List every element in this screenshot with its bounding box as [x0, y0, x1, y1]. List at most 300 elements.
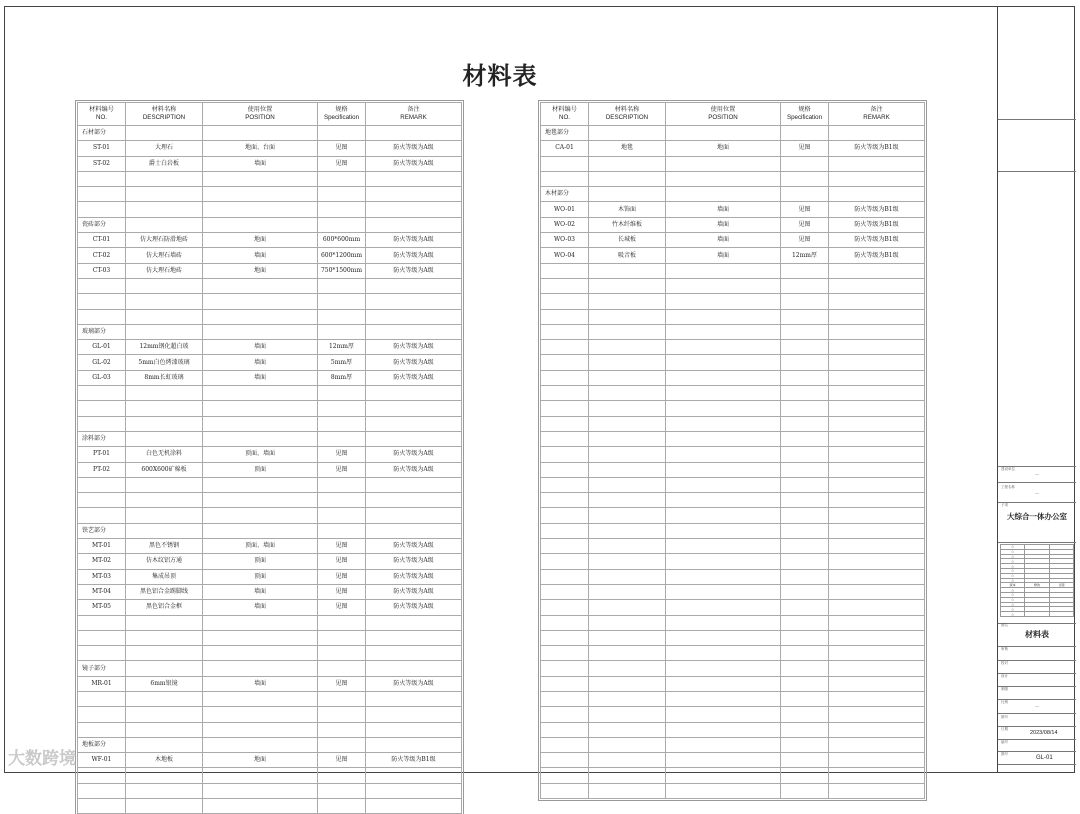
- table-cell: 防火等级为A级: [366, 462, 462, 477]
- table-cell: 地面: [203, 753, 318, 768]
- table-cell: [366, 523, 462, 538]
- table-cell: [126, 508, 203, 523]
- table-cell: [829, 431, 925, 446]
- table-cell: 见图: [318, 539, 366, 554]
- table-cell: [78, 630, 126, 645]
- table-cell: [666, 340, 781, 355]
- table-cell: [781, 447, 829, 462]
- table-cell: [781, 615, 829, 630]
- table-cell: 12mm钢化超白玻: [126, 340, 203, 355]
- column-header: [829, 103, 925, 126]
- table-cell: [666, 783, 781, 798]
- table-cell: [318, 217, 366, 232]
- table-cell: [78, 187, 126, 202]
- table-cell: [781, 370, 829, 385]
- revision-cell: 日期: [1049, 583, 1073, 588]
- table-cell: [829, 309, 925, 324]
- table-cell: [589, 600, 666, 615]
- revision-cell: △: [1001, 549, 1025, 554]
- drawing-date: 2023/08/14: [1030, 730, 1058, 736]
- table-cell: [203, 309, 318, 324]
- table-cell: [589, 294, 666, 309]
- table-cell: [126, 615, 203, 630]
- table-cell: [203, 523, 318, 538]
- column-header: [126, 103, 203, 126]
- field-label: 比例: [1001, 700, 1008, 704]
- table-cell: 防火等级为A级: [366, 263, 462, 278]
- table-cell: [781, 508, 829, 523]
- table-cell: 黑色不锈钢: [126, 539, 203, 554]
- table-cell: [126, 278, 203, 293]
- table-cell: [589, 370, 666, 385]
- column-header: [203, 103, 318, 126]
- table-cell: [366, 171, 462, 186]
- table-cell: [126, 630, 203, 645]
- table-row: [78, 584, 462, 599]
- table-cell: [318, 324, 366, 339]
- table-cell: [541, 523, 589, 538]
- table-cell: 防火等级为B1级: [829, 233, 925, 248]
- table-cell: [829, 416, 925, 431]
- table-cell: 12mm厚: [781, 248, 829, 263]
- table-cell: 防火等级为A级: [366, 340, 462, 355]
- table-cell: 防火等级为A级: [366, 539, 462, 554]
- table-cell: [366, 615, 462, 630]
- table-row: [78, 462, 462, 477]
- table-cell: [541, 309, 589, 324]
- blank-row: [541, 370, 925, 385]
- table-cell: [666, 171, 781, 186]
- section-label: 铁艺部分: [78, 523, 126, 538]
- table-cell: GL-03: [78, 370, 126, 385]
- table-cell: [318, 691, 366, 706]
- table-cell: [829, 447, 925, 462]
- table-cell: [126, 722, 203, 737]
- table-cell: 750*1500mm: [318, 263, 366, 278]
- table-cell: [318, 523, 366, 538]
- table-cell: [126, 707, 203, 722]
- table-cell: [666, 661, 781, 676]
- table-cell: [781, 340, 829, 355]
- table-cell: 防火等级为A级: [366, 156, 462, 171]
- table-cell: [829, 340, 925, 355]
- table-cell: [829, 722, 925, 737]
- table-cell: [829, 401, 925, 416]
- table-cell: WO-03: [541, 233, 589, 248]
- table-cell: 防火等级为A级: [366, 554, 462, 569]
- table-cell: 5mm厚: [318, 355, 366, 370]
- table-cell: [78, 309, 126, 324]
- table-cell: [781, 737, 829, 752]
- table-row: [78, 600, 462, 615]
- table-cell: 墙面: [203, 355, 318, 370]
- table-cell: 防火等级为B1级: [366, 753, 462, 768]
- table-cell: [318, 493, 366, 508]
- divider: [998, 482, 1076, 483]
- blank-row: [541, 569, 925, 584]
- table-cell: 地面: [666, 141, 781, 156]
- table-cell: [589, 462, 666, 477]
- column-header-en: REMARK: [863, 114, 890, 121]
- table-cell: [203, 691, 318, 706]
- table-cell: [541, 156, 589, 171]
- table-header-row: [541, 103, 925, 126]
- blank-row: [541, 707, 925, 722]
- table-cell: [829, 187, 925, 202]
- drawing-number: GL-01: [1036, 755, 1053, 761]
- table-cell: 墙面: [203, 156, 318, 171]
- table-cell: [589, 615, 666, 630]
- table-cell: 地面、台面: [203, 141, 318, 156]
- table-cell: [318, 294, 366, 309]
- blank-row: [541, 676, 925, 691]
- table-cell: 墙面: [203, 600, 318, 615]
- table-cell: [203, 508, 318, 523]
- table-cell: [203, 646, 318, 661]
- table-cell: [366, 278, 462, 293]
- table-cell: [126, 187, 203, 202]
- field-label: 建设单位: [1001, 467, 1015, 471]
- revision-cell: △: [1001, 612, 1025, 617]
- table-cell: [366, 737, 462, 752]
- section-row: [78, 217, 462, 232]
- blank-row: [78, 646, 462, 661]
- divider: [998, 646, 1076, 647]
- table-cell: [666, 386, 781, 401]
- table-cell: 防火等级为A级: [366, 447, 462, 462]
- table-cell: [666, 401, 781, 416]
- table-cell: [78, 294, 126, 309]
- table-cell: [318, 508, 366, 523]
- table-cell: 地面: [203, 263, 318, 278]
- table-cell: [541, 600, 589, 615]
- table-cell: [318, 707, 366, 722]
- table-cell: [203, 737, 318, 752]
- column-header-cn: 规格: [798, 106, 811, 114]
- section-row: [78, 661, 462, 676]
- table-cell: [781, 691, 829, 706]
- table-cell: [203, 126, 318, 141]
- table-cell: 墙面: [203, 676, 318, 691]
- section-label: 地板部分: [78, 737, 126, 752]
- table-cell: [829, 600, 925, 615]
- blank-row: [541, 156, 925, 171]
- table-cell: [126, 646, 203, 661]
- field-label: 校对: [1001, 661, 1008, 665]
- divider: [998, 751, 1076, 752]
- table-cell: [781, 294, 829, 309]
- table-cell: CT-02: [78, 248, 126, 263]
- table-cell: [318, 416, 366, 431]
- table-cell: 见图: [318, 676, 366, 691]
- table-cell: MR-01: [78, 676, 126, 691]
- table-cell: [203, 722, 318, 737]
- table-cell: [666, 523, 781, 538]
- table-cell: [589, 355, 666, 370]
- table-cell: [318, 278, 366, 293]
- table-cell: 见图: [318, 569, 366, 584]
- blank-row: [541, 691, 925, 706]
- table-cell: [126, 477, 203, 492]
- table-cell: ST-02: [78, 156, 126, 171]
- table-cell: [781, 462, 829, 477]
- section-label: 木材部分: [541, 187, 589, 202]
- table-cell: [126, 493, 203, 508]
- table-cell: [781, 355, 829, 370]
- table-cell: [366, 294, 462, 309]
- table-cell: [666, 676, 781, 691]
- blank-row: [541, 263, 925, 278]
- column-header-en: NO.: [95, 114, 107, 121]
- blank-row: [541, 355, 925, 370]
- table-cell: [541, 584, 589, 599]
- table-cell: [781, 600, 829, 615]
- table-cell: [666, 722, 781, 737]
- table-cell: 12mm厚: [318, 340, 366, 355]
- blank-row: [78, 768, 462, 783]
- revision-cell: △: [1001, 607, 1025, 612]
- drawing-title: 材料表: [1025, 630, 1049, 639]
- table-cell: [666, 278, 781, 293]
- table-cell: [781, 569, 829, 584]
- table-cell: [126, 126, 203, 141]
- table-cell: 顶面: [203, 569, 318, 584]
- table-cell: [589, 278, 666, 293]
- table-cell: [78, 416, 126, 431]
- table-cell: 见图: [781, 217, 829, 232]
- table-cell: [781, 768, 829, 783]
- table-cell: 见图: [781, 233, 829, 248]
- blank-row: [78, 477, 462, 492]
- table-cell: [589, 554, 666, 569]
- blank-row: [541, 447, 925, 462]
- table-cell: [203, 477, 318, 492]
- table-cell: [589, 386, 666, 401]
- column-header: [589, 103, 666, 126]
- table-cell: [541, 401, 589, 416]
- table-cell: 防火等级为B1级: [829, 248, 925, 263]
- table-cell: [366, 646, 462, 661]
- table-cell: [541, 294, 589, 309]
- table-cell: [541, 783, 589, 798]
- table-cell: [781, 324, 829, 339]
- table-cell: [318, 187, 366, 202]
- table-cell: [541, 768, 589, 783]
- table-cell: WO-01: [541, 202, 589, 217]
- table-cell: 见图: [318, 554, 366, 569]
- blank-row: [78, 630, 462, 645]
- blank-row: [78, 493, 462, 508]
- blank-row: [541, 171, 925, 186]
- table-cell: [203, 202, 318, 217]
- table-cell: [666, 584, 781, 599]
- table-cell: 600X600矿棉板: [126, 462, 203, 477]
- table-cell: [318, 386, 366, 401]
- table-cell: 见图: [781, 141, 829, 156]
- table-cell: [666, 294, 781, 309]
- table-cell: WO-02: [541, 217, 589, 232]
- table-cell: [541, 554, 589, 569]
- table-row: [78, 676, 462, 691]
- table-cell: [126, 416, 203, 431]
- table-cell: 见图: [318, 141, 366, 156]
- table-cell: 顶面: [203, 554, 318, 569]
- section-label: 涂料部分: [78, 431, 126, 446]
- table-cell: [829, 554, 925, 569]
- table-cell: [78, 646, 126, 661]
- blank-row: [78, 416, 462, 431]
- blank-row: [78, 202, 462, 217]
- table-cell: [318, 309, 366, 324]
- table-cell: [589, 707, 666, 722]
- table-body: [541, 126, 925, 799]
- table-cell: [203, 294, 318, 309]
- column-header-cn: 备注: [870, 106, 883, 114]
- table-cell: [781, 278, 829, 293]
- blank-row: [541, 615, 925, 630]
- table-cell: [781, 431, 829, 446]
- table-cell: [781, 646, 829, 661]
- section-row: [78, 523, 462, 538]
- table-cell: [589, 523, 666, 538]
- project-name: 大综合一体办公室: [1007, 512, 1067, 521]
- table-cell: [203, 171, 318, 186]
- table-cell: 大理石: [126, 141, 203, 156]
- blank-row: [78, 707, 462, 722]
- table-cell: [781, 416, 829, 431]
- blank-row: [78, 187, 462, 202]
- table-cell: [781, 493, 829, 508]
- table-cell: [829, 646, 925, 661]
- table-cell: 见图: [318, 447, 366, 462]
- table-cell: [366, 217, 462, 232]
- column-header-en: DESCRIPTION: [142, 114, 186, 121]
- table-cell: [318, 171, 366, 186]
- table-cell: [541, 477, 589, 492]
- blank-row: [78, 294, 462, 309]
- table-cell: 仿大理石地砖: [126, 263, 203, 278]
- table-cell: [666, 493, 781, 508]
- table-cell: 白色无机涂料: [126, 447, 203, 462]
- table-cell: [366, 630, 462, 645]
- section-label: 镜子部分: [78, 661, 126, 676]
- table-cell: 见图: [781, 202, 829, 217]
- blank-row: [78, 722, 462, 737]
- field-label: 制图: [1001, 687, 1008, 691]
- table-cell: [541, 722, 589, 737]
- table-cell: [78, 386, 126, 401]
- table-cell: [781, 401, 829, 416]
- table-cell: GL-02: [78, 355, 126, 370]
- table-cell: [126, 217, 203, 232]
- table-cell: [126, 737, 203, 752]
- table-cell: [203, 431, 318, 446]
- revision-cell: 版本: [1001, 583, 1025, 588]
- table-cell: [318, 737, 366, 752]
- table-cell: [318, 202, 366, 217]
- table-cell: 防火等级为A级: [366, 233, 462, 248]
- table-cell: CA-01: [541, 141, 589, 156]
- table-cell: 防火等级为A级: [366, 600, 462, 615]
- table-cell: [829, 523, 925, 538]
- blank-row: [78, 783, 462, 798]
- table-cell: [366, 401, 462, 416]
- table-cell: [829, 676, 925, 691]
- table-cell: [666, 554, 781, 569]
- table-cell: [541, 646, 589, 661]
- table-cell: [203, 416, 318, 431]
- table-cell: [589, 171, 666, 186]
- table-cell: [666, 737, 781, 752]
- material-table-right: [540, 102, 925, 799]
- table-cell: 见图: [318, 462, 366, 477]
- table-cell: [78, 783, 126, 798]
- table-cell: [666, 768, 781, 783]
- table-row: [541, 248, 925, 263]
- table-cell: 顶面: [203, 462, 318, 477]
- table-cell: [318, 401, 366, 416]
- table-cell: ST-01: [78, 141, 126, 156]
- table-cell: MT-04: [78, 584, 126, 599]
- table-cell: [203, 386, 318, 401]
- field-label: 图号: [1001, 715, 1008, 719]
- divider: [998, 726, 1076, 727]
- table-cell: [541, 386, 589, 401]
- column-header: [366, 103, 462, 126]
- table-cell: [78, 202, 126, 217]
- column-header-en: POSITION: [708, 114, 738, 121]
- table-row: [78, 539, 462, 554]
- table-cell: [589, 263, 666, 278]
- table-cell: [829, 156, 925, 171]
- table-cell: [318, 783, 366, 798]
- table-cell: [366, 202, 462, 217]
- table-cell: [589, 431, 666, 446]
- divider: [998, 673, 1076, 674]
- table-cell: 仿大理石防滑地砖: [126, 233, 203, 248]
- table-cell: [318, 799, 366, 814]
- table-cell: [666, 126, 781, 141]
- table-cell: [203, 324, 318, 339]
- table-cell: [666, 156, 781, 171]
- blank-row: [541, 401, 925, 416]
- table-cell: [829, 783, 925, 798]
- table-cell: [366, 661, 462, 676]
- blank-row: [541, 737, 925, 752]
- table-cell: [541, 661, 589, 676]
- section-row: [78, 431, 462, 446]
- blank-row: [541, 477, 925, 492]
- table-cell: [666, 630, 781, 645]
- table-cell: [366, 783, 462, 798]
- revision-table: [1000, 544, 1074, 617]
- column-header: [666, 103, 781, 126]
- field-label: 工程名称: [1001, 485, 1015, 489]
- table-cell: [589, 126, 666, 141]
- blank-row: [78, 508, 462, 523]
- column-header-cn: 材料编号: [552, 106, 577, 114]
- table-cell: [589, 768, 666, 783]
- revision-cell: △: [1001, 602, 1025, 607]
- field-label: 日期: [1001, 727, 1008, 731]
- table-cell: [781, 707, 829, 722]
- table-cell: [541, 355, 589, 370]
- table-cell: [126, 799, 203, 814]
- table-cell: [78, 722, 126, 737]
- table-cell: [366, 324, 462, 339]
- table-cell: [666, 477, 781, 492]
- table-cell: [589, 401, 666, 416]
